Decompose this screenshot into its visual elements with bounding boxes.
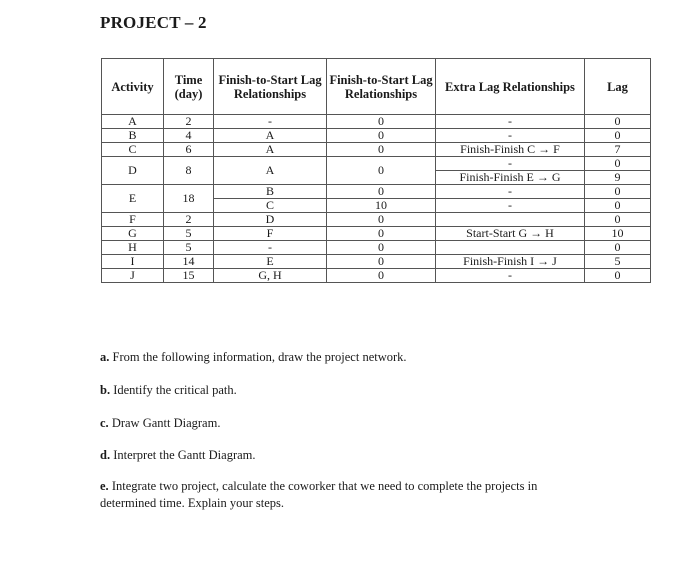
cell-extra: - bbox=[436, 269, 585, 283]
question-e-label: e. bbox=[100, 479, 109, 493]
cell-lag: 0 bbox=[585, 199, 651, 213]
cell-lag: 5 bbox=[585, 255, 651, 269]
cell-time: 14 bbox=[164, 255, 214, 269]
header-time: Time (day) bbox=[164, 59, 214, 115]
cell-extra: - bbox=[436, 157, 585, 171]
cell-extra: - bbox=[436, 129, 585, 143]
header-activity: Activity bbox=[102, 59, 164, 115]
cell-fs1: G, H bbox=[214, 269, 327, 283]
cell-lag: 10 bbox=[585, 227, 651, 241]
cell-lag: 7 bbox=[585, 143, 651, 157]
cell-time: 15 bbox=[164, 269, 214, 283]
header-row bbox=[102, 59, 651, 115]
cell-time: 18 bbox=[164, 185, 214, 213]
cell-fs2: 0 bbox=[327, 143, 436, 157]
cell-activity: E bbox=[102, 185, 164, 213]
cell-activity: D bbox=[102, 157, 164, 185]
cell-time: 5 bbox=[164, 227, 214, 241]
question-c-label: c. bbox=[100, 416, 109, 430]
cell-time: 4 bbox=[164, 129, 214, 143]
cell-fs2: 0 bbox=[327, 241, 436, 255]
cell-fs1: C bbox=[214, 199, 327, 213]
table-row bbox=[102, 157, 651, 171]
table-row bbox=[102, 227, 651, 241]
cell-extra bbox=[436, 213, 585, 227]
cell-fs1: E bbox=[214, 255, 327, 269]
cell-activity: A bbox=[102, 115, 164, 129]
question-a-text: From the following information, draw the project network. bbox=[112, 350, 407, 364]
cell-extra: Finish-Finish E → G bbox=[436, 171, 585, 185]
cell-activity: J bbox=[102, 269, 164, 283]
cell-lag: 0 bbox=[585, 213, 651, 227]
cell-lag: 0 bbox=[585, 115, 651, 129]
cell-fs1: B bbox=[214, 185, 327, 199]
cell-lag: 0 bbox=[585, 129, 651, 143]
table-row bbox=[102, 143, 651, 157]
question-d bbox=[100, 448, 256, 463]
cell-extra: Finish-Finish C → F bbox=[436, 143, 585, 157]
cell-extra: Start-Start G → H bbox=[436, 227, 585, 241]
table-row bbox=[102, 269, 651, 283]
question-e-text-2: determined time. Explain your steps. bbox=[100, 496, 284, 510]
cell-fs2: 0 bbox=[327, 157, 436, 185]
question-b-label: b. bbox=[100, 383, 111, 397]
cell-extra bbox=[436, 241, 585, 255]
page-title: PROJECT – 2 bbox=[100, 13, 207, 32]
cell-fs1: A bbox=[214, 157, 327, 185]
cell-lag: 0 bbox=[585, 185, 651, 199]
cell-fs2: 0 bbox=[327, 129, 436, 143]
question-d-text: Interpret the Gantt Diagram. bbox=[113, 448, 256, 462]
cell-fs2: 0 bbox=[327, 269, 436, 283]
cell-fs2: 10 bbox=[327, 199, 436, 213]
cell-activity: C bbox=[102, 143, 164, 157]
table-row bbox=[102, 213, 651, 227]
cell-activity: G bbox=[102, 227, 164, 241]
table-row bbox=[102, 115, 651, 129]
cell-time: 5 bbox=[164, 241, 214, 255]
project-table bbox=[101, 58, 651, 283]
header-fs2: Finish-to-Start Lag Relationships bbox=[327, 59, 436, 115]
question-e-text-1: Integrate two project, calculate the coworker that we need to complete the projects in bbox=[111, 479, 538, 493]
cell-fs2: 0 bbox=[327, 185, 436, 199]
table-row bbox=[102, 255, 651, 269]
question-c-text: Draw Gantt Diagram. bbox=[111, 416, 221, 430]
cell-lag: 0 bbox=[585, 157, 651, 171]
table-row bbox=[102, 129, 651, 143]
header-fs1: Finish-to-Start Lag Relationships bbox=[214, 59, 327, 115]
cell-fs2: 0 bbox=[327, 115, 436, 129]
question-c bbox=[100, 416, 220, 431]
header-extra: Extra Lag Relationships bbox=[436, 59, 585, 115]
cell-time: 6 bbox=[164, 143, 214, 157]
cell-time: 2 bbox=[164, 213, 214, 227]
cell-fs1: - bbox=[214, 241, 327, 255]
cell-lag: 0 bbox=[585, 241, 651, 255]
cell-extra: - bbox=[436, 115, 585, 129]
table-row bbox=[102, 185, 651, 199]
cell-fs2: 0 bbox=[327, 227, 436, 241]
cell-lag: 0 bbox=[585, 269, 651, 283]
cell-time: 8 bbox=[164, 157, 214, 185]
cell-activity: H bbox=[102, 241, 164, 255]
cell-activity: I bbox=[102, 255, 164, 269]
cell-lag: 9 bbox=[585, 171, 651, 185]
table-row bbox=[102, 241, 651, 255]
question-a bbox=[100, 350, 407, 365]
cell-fs1: D bbox=[214, 213, 327, 227]
cell-fs2: 0 bbox=[327, 213, 436, 227]
cell-fs1: F bbox=[214, 227, 327, 241]
question-d-label: d. bbox=[100, 448, 111, 462]
cell-fs1: A bbox=[214, 143, 327, 157]
question-b bbox=[100, 383, 237, 398]
cell-fs1: - bbox=[214, 115, 327, 129]
cell-extra: Finish-Finish I → J bbox=[436, 255, 585, 269]
cell-extra: - bbox=[436, 199, 585, 213]
header-lag: Lag bbox=[585, 59, 651, 115]
cell-time: 2 bbox=[164, 115, 214, 129]
cell-extra: - bbox=[436, 185, 585, 199]
cell-activity: F bbox=[102, 213, 164, 227]
question-b-text: Identify the critical path. bbox=[113, 383, 237, 397]
cell-fs1: A bbox=[214, 129, 327, 143]
question-e bbox=[100, 478, 652, 512]
cell-fs2: 0 bbox=[327, 255, 436, 269]
cell-activity: B bbox=[102, 129, 164, 143]
question-a-label: a. bbox=[100, 350, 110, 364]
